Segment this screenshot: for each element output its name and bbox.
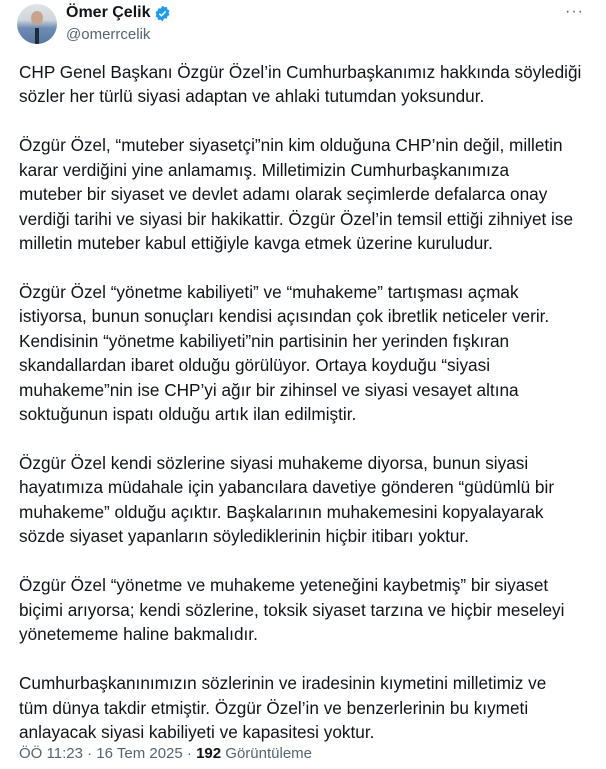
text-line: Cumhurbaşkanınımızın sözlerinin ve iradesinin kıymetini milletimiz ve [19, 673, 547, 694]
tweet-text [19, 60, 581, 769]
text-line: anlayacak siyasi kabiliyeti ve kapasitesi yoktur. [19, 721, 375, 742]
views-label: Görüntüleme [225, 745, 313, 762]
text-line: Özgür Özel “yönetme ve muhakeme yeteneğini kaybetmiş” bir siyaset [19, 575, 549, 596]
tweet-date[interactable]: 16 Tem 2025 [96, 745, 183, 762]
text-line: muteber bir siyaset ve devlet adamı olarak seçimlerde defalarca onay [19, 184, 548, 205]
verified-badge-icon [154, 5, 171, 22]
author-handle[interactable]: @omerrcelik [66, 26, 151, 43]
text-line: muhakeme”nin ise CHP’yi ağır bir zihinsel ve siyasi vesayet altına [19, 379, 519, 400]
text-line: karar verdiğini yine anlamamış. Milletimizin Cumhurbaşkanımıza [19, 159, 510, 180]
tweet-paragraph [19, 451, 581, 549]
separator: · [87, 745, 93, 762]
avatar[interactable] [17, 4, 57, 44]
text-line: yönetememe haline bakmalıdır. [19, 624, 258, 645]
separator: · [186, 745, 192, 762]
text-line: skandallardan ibaret olduğu görülüyor. Ortaya koyduğu “siyasi [19, 355, 491, 376]
text-line: Özgür Özel, “muteber siyasetçi”nin kim olduğuna CHP’nin değil, milletin [19, 135, 563, 156]
text-line: sözler her türlü siyasi adaptan ve ahlaki tutumdan yoksundur. [19, 86, 485, 107]
text-line: soktuğunun ispatı olduğu artık ilan edilmiştir. [19, 404, 357, 425]
text-line: muhakeme” olduğu açıktır. Başkalarının muhakemesini kopyalayarak [19, 501, 544, 522]
text-line: tüm dünya takdir etmiştir. Özgür Özel’in ve benzerlerinin bu kıymeti [19, 697, 529, 718]
author-name[interactable]: Ömer Çelik [66, 4, 151, 21]
text-line: Özgür Özel kendi sözlerine siyasi muhakeme diyorsa, bunun siyasi [19, 453, 529, 474]
tweet-paragraph [19, 671, 581, 744]
tweet-meta [19, 745, 312, 762]
text-line: milletin muteber kabul ettiğiyle kavga etmek üzerine kuruludur. [19, 233, 493, 254]
tweet-paragraph [19, 280, 581, 426]
tweet-time[interactable]: ÖÖ 11:23 [19, 745, 83, 762]
tweet-header [0, 0, 606, 56]
text-line: biçimi arıyorsa; kendi sözlerine, toksik siyaset tarzına ve hiçbir meseleyi [19, 599, 565, 620]
text-line: sözde siyaset yapanların söylediklerinin hiçbir itibarı yoktur. [19, 526, 469, 547]
tweet-paragraph [19, 60, 581, 109]
text-line: hayatımıza müdahale için yabancılara davetiye gönderen “güdümlü bir [19, 477, 555, 498]
text-line: CHP Genel Başkanı Özgür Özel’in Cumhurbaşkanımız hakkında söylediği [19, 62, 582, 82]
text-line: istiyorsa, bunun sonuçları kendisi açısından çok ibretlik neticeler verir. [19, 306, 550, 327]
author-name-row[interactable] [66, 4, 171, 22]
view-count: 192 [196, 745, 222, 762]
text-line: Kendisinin “yönetme kabiliyeti”nin partisinin her yerinden fışkıran [19, 330, 510, 351]
text-line: Özgür Özel “yönetme kabiliyeti” ve “muhakeme” tartışması açmak [19, 282, 519, 303]
text-line: verdiği tarihi ve siyasi bir hakikattir. Özgür Özel’in temsil ettiği zihniyet ise [19, 208, 574, 229]
tweet-paragraph [19, 133, 581, 255]
tweet-paragraph [19, 573, 581, 646]
more-horizontal-icon[interactable]: ··· [565, 3, 584, 20]
